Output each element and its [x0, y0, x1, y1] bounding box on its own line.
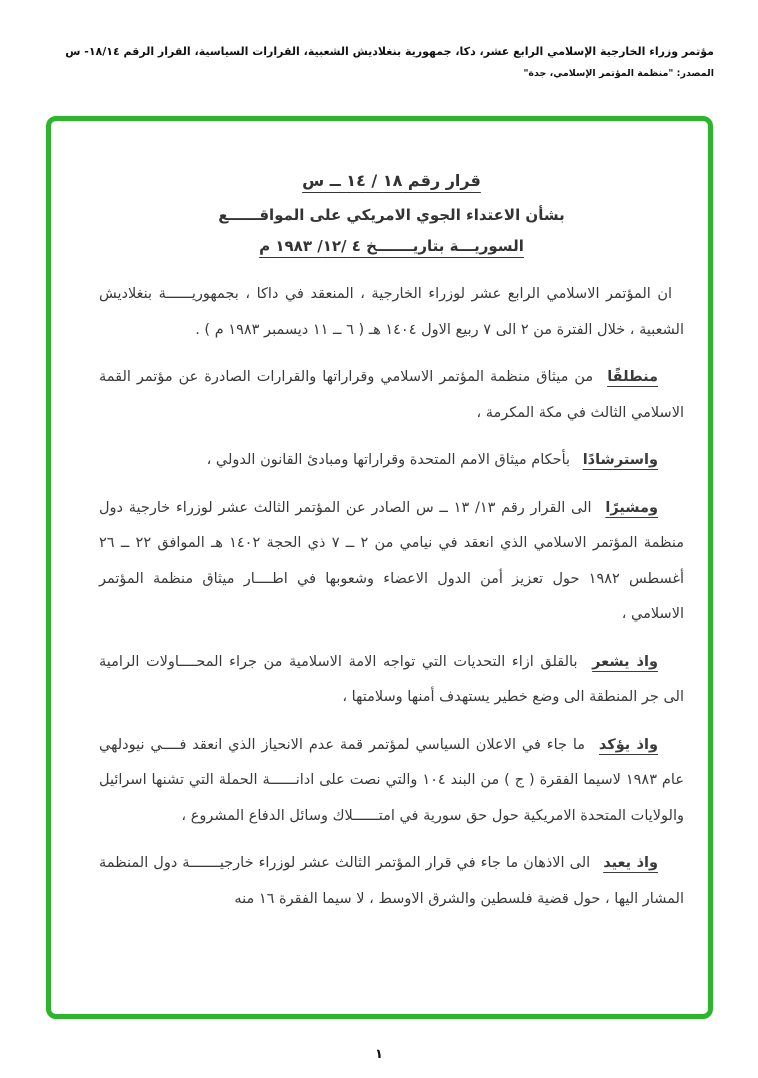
paragraph-lead: واذ يؤكد — [598, 736, 658, 753]
paragraph-text: من ميثاق منظمة المؤتمر الاسلامي وقراراتها والقرارات الصادرة عن مؤتمر القمة الاسلامي الثالث في مكة المكرمة ، — [99, 369, 684, 421]
header-citation: مؤتمر وزراء الخارجية الإسلامي الرابع عشر، دكا، جمهورية بنغلاديش الشعبية، القرارات السياسية، القرار الرقم ١٨/١٤- س — [65, 45, 714, 58]
paragraph — [99, 277, 684, 348]
paragraph-text: ان المؤتمر الاسلامي الرابع عشر لوزراء الخارجية ، المنعقد في داكا ، بجمهوريــــــة بنغلاديش الشعبية ، خلال الفترة من ٢ الى ٧ ربيع الاول ١٤٠٤ هـ ( ٦ ــ ١١ ديسمبر ١٩٨٣ م ) . — [99, 286, 684, 338]
paragraph-text: ما جاء في الاعلان السياسي لمؤتمر قمة عدم الانحياز الذي انعقد فــــي نيودلهي عام ١٩٨٣ لاسيما الفقرة ( ج ) من البند ١٠٤ والتي نصت على ادانــــــة الحملة التي تشنها اسرائيل والولايات المتحدة الامريكية حول حق سورية في امتــــــلاك وسائل الدفاع المشروع ، — [99, 736, 684, 824]
document-frame — [46, 116, 713, 1019]
paragraph — [99, 728, 684, 835]
page-number: ١ — [375, 1047, 383, 1062]
paragraph-lead: منطلقًا — [607, 369, 659, 386]
paragraph-lead: واسترشادًا — [582, 452, 658, 469]
paragraph-lead: واذ يعيد — [603, 855, 659, 872]
resolution-title-block — [99, 171, 684, 255]
paragraph — [99, 360, 684, 431]
paragraph-lead: واذ يشعر — [592, 653, 658, 670]
paragraph — [99, 645, 684, 716]
resolution-subject-line1: بشأن الاعتداء الجوي الامريكي على المواقــــــع — [218, 206, 565, 224]
paragraph-text: الى القرار رقم ١٣/ ١٣ ــ س الصادر عن المؤتمر الثالث عشر لوزراء خارجية دول منظمة المؤتمر الاسلامي الذي انعقد في نيامي من ٢ ــ ٧ ذي الحجة ١٤٠٢ هـ الموافق ٢٢ ــ ٢٦ أغسطس ١٩٨٢ حول تعزيز أمن الدول الاعضاء وشعوبها في اطــــار ميثاق منظمة المؤتمر الاسلامي ، — [99, 499, 684, 623]
paragraph — [99, 443, 684, 479]
scanned-document — [51, 121, 708, 947]
paragraph-text: بالقلق ازاء التحديات التي تواجه الامة الاسلامية من جراء المحــــاولات الرامية الى جر المنطقة الى وضع خطير يستهدف أمنها وسلامتها ، — [99, 653, 684, 706]
paragraph-lead: ومشيرًا — [605, 499, 658, 516]
header-source: المصدر: "منظمة المؤتمر الإسلامي، جدة" — [523, 68, 714, 80]
paragraph-text: بأحكام ميثاق الامم المتحدة وقراراتها ومبادئ القانون الدولي ، — [206, 452, 571, 469]
resolution-subject-line2: السوريـــة بتاريـــــــخ ٤ /١٢/ ١٩٨٣ م — [259, 237, 524, 255]
resolution-title: قرار رقم ١٨ / ١٤ ــ س — [302, 171, 481, 190]
paragraph-text: الى الاذهان ما جاء في قرار المؤتمر الثالث عشر لوزراء خارجيـــــــة دول المنظمة المشار اليها ، حول قضية فلسطين والشرق الاوسط ، لا سيما الفقرة ١٦ منه — [99, 855, 684, 907]
document-header — [44, 44, 714, 79]
paragraph — [99, 491, 684, 633]
paragraph — [99, 846, 684, 917]
